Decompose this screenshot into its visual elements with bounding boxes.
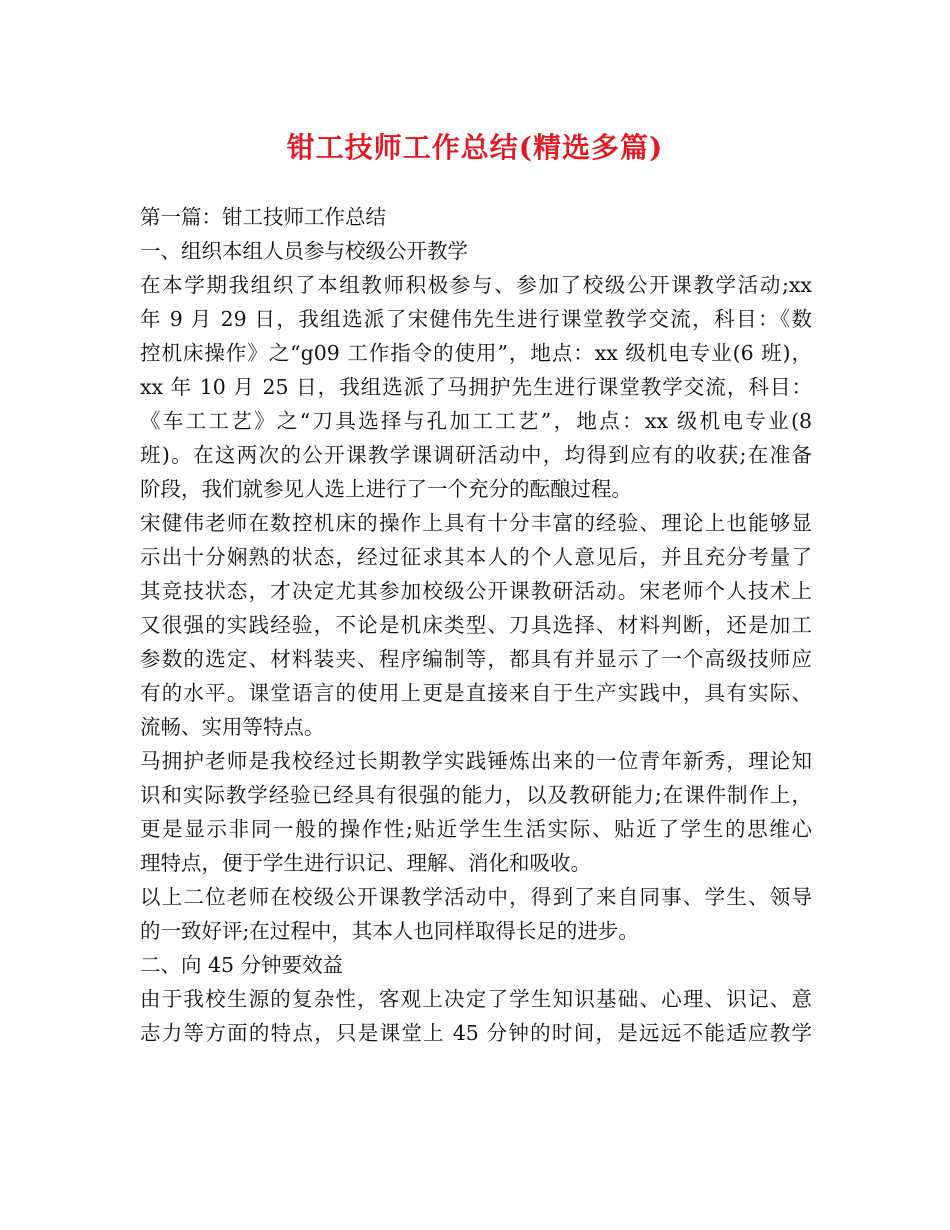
text-line: 有的水平。课堂语言的使用上更是直接来自于生产实践中，具有实际、 [140, 681, 812, 705]
text-line: 由于我校生源的复杂性，客观上决定了学生知识基础、心理、识记、意 [140, 987, 812, 1011]
text-line: 年 9 月 29 日，我组选派了宋健伟先生进行课堂教学交流，科目：《数 [140, 307, 812, 331]
text-line: 识和实际教学经验已经具有很强的能力，以及教研能力;在课件制作上， [140, 783, 812, 807]
text-line: 流畅、实用等特点。 [140, 715, 325, 739]
document-body [140, 200, 812, 1050]
text-line: 的一致好评;在过程中，其本人也同样取得长足的进步。 [140, 919, 639, 943]
text-line: 以上二位老师在校级公开课教学活动中，得到了来自同事、学生、领导 [140, 885, 812, 909]
text-line: 志力等方面的特点，只是课堂上 45 分钟的时间，是远远不能适应教学 [140, 1021, 812, 1045]
text-line: 班)。在这两次的公开课教学课调研活动中，均得到应有的收获;在准备 [140, 443, 812, 467]
text-line: 二、向 45 分钟要效益 [140, 953, 344, 977]
text-line: 在本学期我组织了本组教师积极参与、参加了校级公开课教学活动;xx [140, 273, 812, 297]
text-line: 其竞技状态，才决定尤其参加校级公开课教研活动。宋老师个人技术上 [140, 579, 812, 603]
text-line: 马拥护老师是我校经过长期教学实践锤炼出来的一位青年新秀，理论知 [140, 749, 812, 773]
text-line: 《车工工艺》之“刀具选择与孔加工工艺”，地点：xx 级机电专业(8 [140, 409, 812, 433]
text-line: 又很强的实践经验，不论是机床类型、刀具选择、材料判断，还是加工 [140, 613, 812, 637]
text-line: 参数的选定、材料装夹、程序编制等，都具有并显示了一个高级技师应 [140, 647, 812, 671]
text-line: 更是显示非同一般的操作性;贴近学生生活实际、贴近了学生的思维心 [140, 817, 812, 841]
text-line: 第一篇：钳工技师工作总结 [140, 205, 386, 229]
text-line: 一、组织本组人员参与校级公开教学 [140, 239, 468, 263]
document-title: 钳工技师工作总结(精选多篇) [286, 131, 664, 164]
text-line: 理特点，便于学生进行识记、理解、消化和吸收。 [140, 851, 591, 875]
text-line: 宋健伟老师在数控机床的操作上具有十分丰富的经验、理论上也能够显 [140, 511, 812, 535]
text-line: 控机床操作》之“g09 工作指令的使用”，地点：xx 级机电专业(6 班)， [140, 341, 812, 365]
text-line: 示出十分娴熟的状态，经过征求其本人的个人意见后，并且充分考量了 [140, 545, 812, 569]
text-line: xx 年 10 月 25 日，我组选派了马拥护先生进行课堂教学交流，科目： [140, 375, 812, 399]
text-line: 阶段，我们就参见人选上进行了一个充分的酝酿过程。 [140, 477, 632, 501]
